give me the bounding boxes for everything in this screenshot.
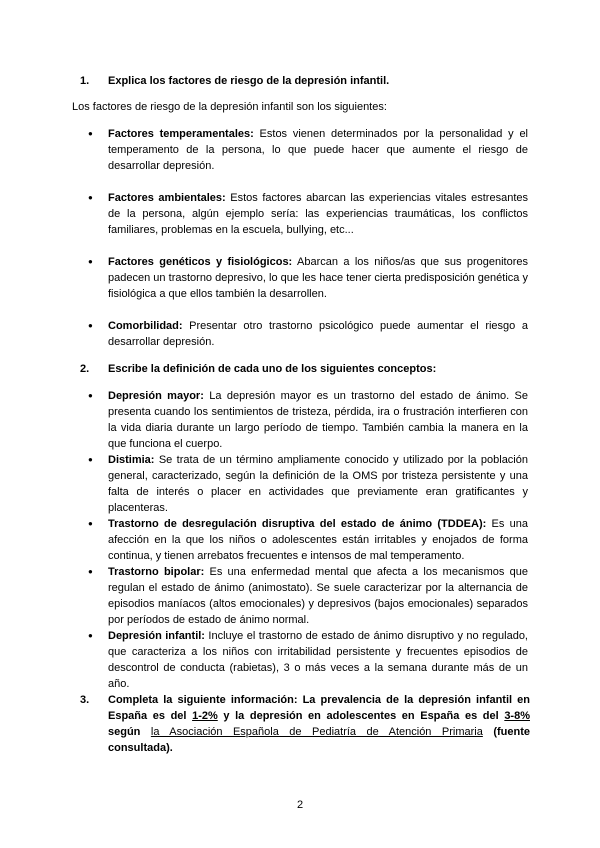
factor-term: Comorbilidad: — [108, 320, 183, 332]
intro-paragraph: Los factores de riesgo de la depresión infantil son los siguientes: — [72, 101, 387, 113]
list-item — [72, 516, 528, 564]
list-item — [72, 388, 528, 452]
q3-text-part: Completa la siguiente información: La prevalencia de la depresión infantil en España es del — [108, 694, 530, 722]
concept-term: Trastorno bipolar: — [108, 566, 205, 578]
question-number: 3. — [80, 694, 90, 706]
factor-term: Factores temperamentales: — [108, 128, 254, 140]
page-number: 2 — [296, 799, 304, 811]
risk-factors-list — [72, 126, 528, 366]
q3-text-part: y la depresión en adolescentes en España es del — [217, 710, 505, 722]
question-number: 1. — [80, 75, 90, 87]
question-text: Escribe la definición de cada uno de los siguientes conceptos: — [108, 363, 437, 375]
concept-term: Distimia: — [108, 454, 155, 466]
list-item — [72, 452, 528, 516]
concept-term: Depresión infantil: — [108, 630, 205, 642]
q3-text-part: (fuente consultada). — [108, 726, 530, 754]
list-item — [72, 126, 528, 174]
question-2 — [80, 361, 530, 377]
factor-text: Estos factores abarcan las experiencias vitales estresantes de la persona, algún ejemplo sería: las experiencias traumáticas, los conflictos familiares, problemas en la escuela, bullying, etc... — [108, 192, 528, 236]
concepts-list — [72, 388, 528, 692]
q3-text-part: según — [108, 726, 151, 738]
question-3 — [80, 692, 530, 756]
factor-text: Presentar otro trastorno psicológico puede aumentar el riesgo a desarrollar depresión. — [108, 320, 528, 348]
concept-term: Depresión mayor: — [108, 390, 204, 402]
source-link[interactable]: la Asociación Española de Pediatría de Atención Primaria — [150, 726, 483, 738]
factor-term: Factores genéticos y fisiológicos: — [108, 256, 293, 268]
factor-text: Estos vienen determinados por la personalidad y el temperamento de la persona, lo que puede hacer que aumente el riesgo de desarrollar depresión. — [108, 128, 528, 172]
concept-text: Es una afección en la que los niños o adolescentes están irritables y enojados de forma continua, y tienen arrebatos frecuentes e intensos de mal temperamento. — [108, 518, 528, 562]
list-item — [72, 564, 528, 628]
concept-term: Trastorno de desregulación disruptiva del estado de ánimo (TDDEA): — [108, 518, 487, 530]
factor-term: Factores ambientales: — [108, 192, 226, 204]
question-1 — [80, 73, 530, 89]
question-text — [108, 692, 530, 756]
list-item — [72, 254, 528, 302]
concept-text: Se trata de un término ampliamente conocido y utilizado por la población general, caracterizado, según la definición de la OMS por tristeza persistente y una falta de interés o placer en actividades que previamente eran gratificantes y placenteras. — [108, 454, 528, 514]
concept-text: La depresión mayor es un trastorno del estado de ánimo. Se presenta cuando los sentimientos de tristeza, pérdida, ira o frustración interfieren con la vida diaria durante un largo período de tiempo. También cambia la manera en la que funciona el cuerpo. — [108, 390, 529, 450]
list-item — [72, 190, 528, 238]
concept-text: Es una enfermedad mental que afecta a los mecanismos que regulan el estado de ánimo (animostato). Se suele caracterizar por la alternancia de episodios maníacos (altos emocionales) y depresivos (bajos emocionales) separados por períodos de estado de ánimo normal. — [108, 566, 528, 626]
list-item — [72, 628, 528, 692]
question-text: Explica los factores de riesgo de la depresión infantil. — [108, 75, 390, 87]
prevalence-children: 1-2% — [192, 710, 218, 722]
list-item — [72, 318, 528, 350]
factor-text: Abarcan a los niños/as que sus progenitores padecen un trastorno depresivo, lo que les hace tener cierta predisposición genética y fisiológica a que ellos también la desarrollen. — [108, 256, 528, 300]
concept-text: Incluye el trastorno de estado de ánimo disruptivo y no regulado, que caracteriza a los niños con irritabilidad persistente y frecuentes episodios de descontrol de conducta (rabietas), 3 o más veces a la semana durante más de un año. — [108, 630, 528, 690]
question-number: 2. — [80, 363, 90, 375]
prevalence-adolescents: 3-8% — [504, 710, 530, 722]
